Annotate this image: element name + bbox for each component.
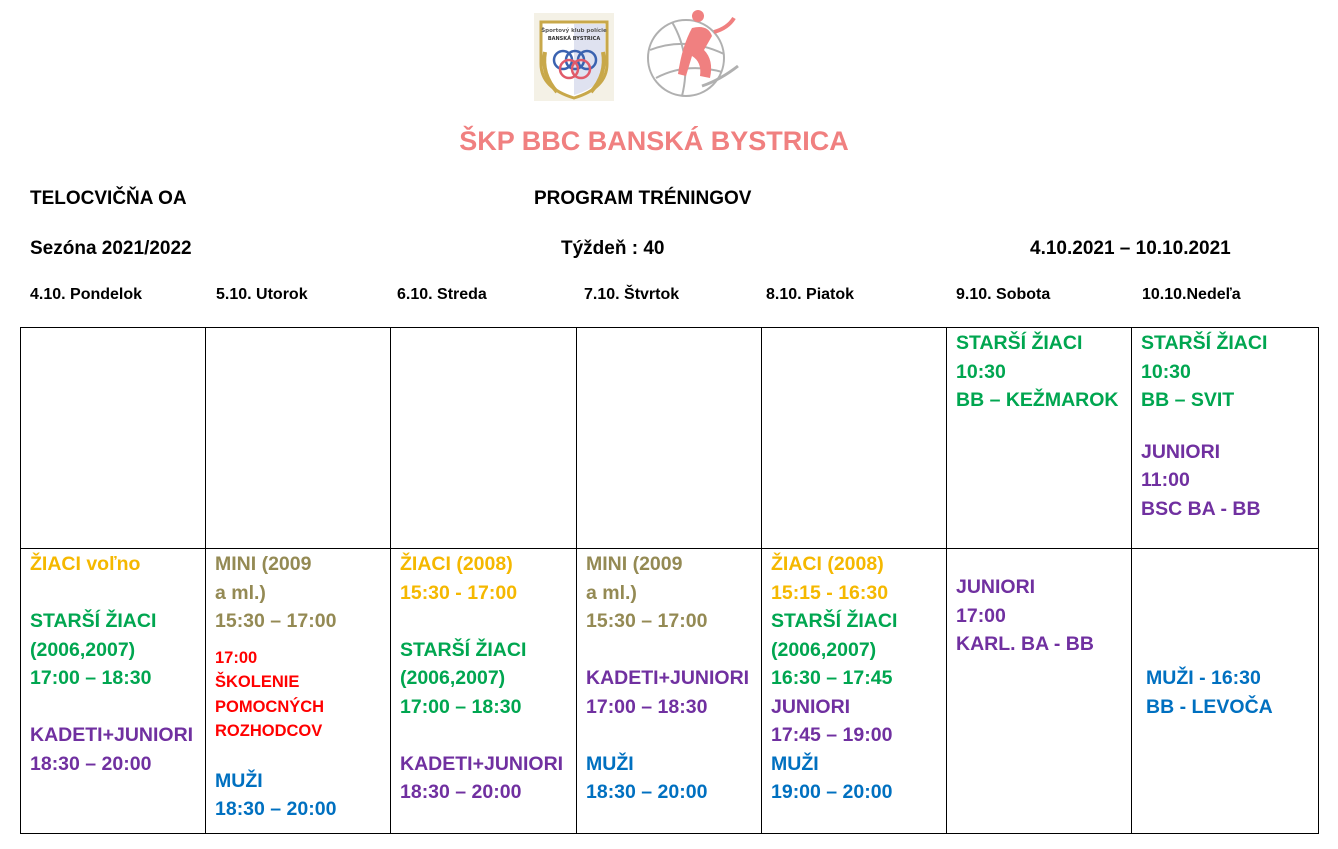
day-monday: 4.10. Pondelok bbox=[30, 286, 143, 303]
sun-team2: JUNIORI bbox=[1141, 440, 1221, 463]
fri-line-1: ŽIACI (2008) bbox=[771, 553, 884, 575]
wed-line-4: (2006,2007) bbox=[400, 667, 506, 689]
thu-line-1: MINI (2009 bbox=[586, 553, 683, 575]
cell-sun-1 bbox=[1132, 328, 1319, 549]
day-saturday: 9.10. Sobota bbox=[956, 286, 1051, 303]
sun2-line-1: MUŽI - 16:30 bbox=[1146, 667, 1261, 689]
mon-line-3: (2006,2007) bbox=[30, 638, 136, 661]
wed-line-5: 17:00 – 18:30 bbox=[400, 695, 522, 718]
wed-line-1: ŽIACI (2008) bbox=[400, 553, 513, 575]
day-thursday: 7.10. Štvrtok bbox=[584, 286, 680, 303]
sun2-line-2: BB - LEVOČA bbox=[1146, 695, 1273, 718]
cell-sat-1 bbox=[947, 328, 1132, 549]
mon-line-4: 17:00 – 18:30 bbox=[30, 667, 152, 689]
cell-mon-2 bbox=[21, 549, 206, 834]
cell-sun-2 bbox=[1132, 549, 1319, 834]
thu-line-5: 17:00 – 18:30 bbox=[586, 695, 708, 718]
tue-red-3: POMOCNÝCH bbox=[215, 697, 325, 716]
tue-line-4: MUŽI bbox=[215, 769, 263, 792]
day-friday: 8.10. Piatok bbox=[766, 286, 855, 303]
season-label: Sezóna 2021/2022 bbox=[30, 238, 192, 259]
cell-tue-2 bbox=[206, 549, 391, 834]
mon-line-6: 18:30 – 20:00 bbox=[30, 752, 152, 775]
fri-line-4: (2006,2007) bbox=[771, 638, 877, 661]
date-range: 4.10.2021 – 10.10.2021 bbox=[1030, 238, 1231, 259]
sat2-line-2: 17:00 bbox=[956, 604, 1006, 627]
fri-line-7: 17:45 – 19:00 bbox=[771, 724, 893, 746]
mon-line-2: STARŠÍ ŽIACI bbox=[30, 610, 157, 632]
cell-sat-2 bbox=[947, 549, 1132, 834]
schedule-row-morning bbox=[21, 328, 1319, 549]
cell-wed-2 bbox=[391, 549, 577, 834]
club-crest-logo bbox=[533, 12, 615, 102]
wed-line-2: 15:30 - 17:00 bbox=[400, 581, 518, 604]
tue-line-5: 18:30 – 20:00 bbox=[215, 798, 337, 820]
sat-team: STARŠÍ ŽIACI bbox=[956, 332, 1083, 354]
day-tuesday: 5.10. Utorok bbox=[216, 286, 308, 303]
tue-line-3: 15:30 – 17:00 bbox=[215, 610, 337, 632]
sat-time: 10:30 bbox=[956, 360, 1006, 383]
sun-match: BB – SVIT bbox=[1141, 389, 1235, 411]
sat-match: BB – KEŽMAROK bbox=[956, 389, 1119, 411]
sun-team: STARŠÍ ŽIACI bbox=[1141, 332, 1268, 354]
cell-thu-2 bbox=[577, 549, 762, 834]
wed-line-3: STARŠÍ ŽIACI bbox=[400, 638, 527, 661]
wed-line-7: 18:30 – 20:00 bbox=[400, 781, 522, 803]
tue-line-1: MINI (2009 bbox=[215, 553, 312, 575]
tue-red-4: ROZHODCOV bbox=[215, 722, 323, 740]
cell-mon-1 bbox=[21, 328, 206, 549]
cell-fri-1 bbox=[762, 328, 947, 549]
basketball-club-logo bbox=[642, 6, 746, 102]
cell-thu-1 bbox=[577, 328, 762, 549]
cell-wed-1 bbox=[391, 328, 577, 549]
cell-fri-2 bbox=[762, 549, 947, 834]
crest-text-bottom: BANSKÁ BYSTRICA bbox=[547, 36, 601, 42]
sun-match2: BSC BA - BB bbox=[1141, 497, 1261, 520]
week-label: Týždeň : 40 bbox=[561, 238, 665, 259]
hall-name: TELOCVIČŇA OA bbox=[30, 188, 187, 209]
training-schedule-table bbox=[20, 327, 1319, 834]
tue-line-2: a ml.) bbox=[215, 581, 266, 604]
thu-line-4: KADETI+JUNIORI bbox=[586, 667, 750, 689]
mon-line-1: ŽIACI voľno bbox=[30, 553, 141, 575]
day-headers bbox=[0, 286, 1338, 308]
cell-tue-1 bbox=[206, 328, 391, 549]
page-title: ŠKP BBC BANSKÁ BYSTRICA bbox=[459, 126, 849, 156]
thu-line-6: MUŽI bbox=[586, 752, 634, 775]
crest-text-top: Športový klub polície bbox=[541, 28, 607, 34]
fri-line-2: 15:15 - 16:30 bbox=[771, 581, 889, 604]
tue-red-2: ŠKOLENIE bbox=[215, 673, 300, 691]
tue-red-1: 17:00 bbox=[215, 648, 258, 667]
fri-line-5: 16:30 – 17:45 bbox=[771, 667, 893, 689]
fri-line-6: JUNIORI bbox=[771, 695, 851, 718]
thu-line-7: 18:30 – 20:00 bbox=[586, 781, 708, 803]
fri-line-8: MUŽI bbox=[771, 752, 819, 775]
program-title: PROGRAM TRÉNINGOV bbox=[534, 188, 752, 209]
sun-time2: 11:00 bbox=[1141, 469, 1190, 491]
schedule-row-afternoon bbox=[21, 549, 1319, 834]
wed-line-6: KADETI+JUNIORI bbox=[400, 752, 564, 775]
mon-line-5: KADETI+JUNIORI bbox=[30, 724, 194, 746]
fri-line-9: 19:00 – 20:00 bbox=[771, 781, 893, 803]
thu-line-3: 15:30 – 17:00 bbox=[586, 610, 708, 632]
sat2-line-1: JUNIORI bbox=[956, 576, 1036, 598]
fri-line-3: STARŠÍ ŽIACI bbox=[771, 610, 898, 632]
day-sunday: 10.10.Nedeľa bbox=[1142, 286, 1241, 303]
sat2-line-3: KARL. BA - BB bbox=[956, 633, 1094, 655]
day-wednesday: 6.10. Streda bbox=[397, 286, 487, 303]
sun-time: 10:30 bbox=[1141, 360, 1191, 383]
thu-line-2: a ml.) bbox=[586, 581, 637, 604]
